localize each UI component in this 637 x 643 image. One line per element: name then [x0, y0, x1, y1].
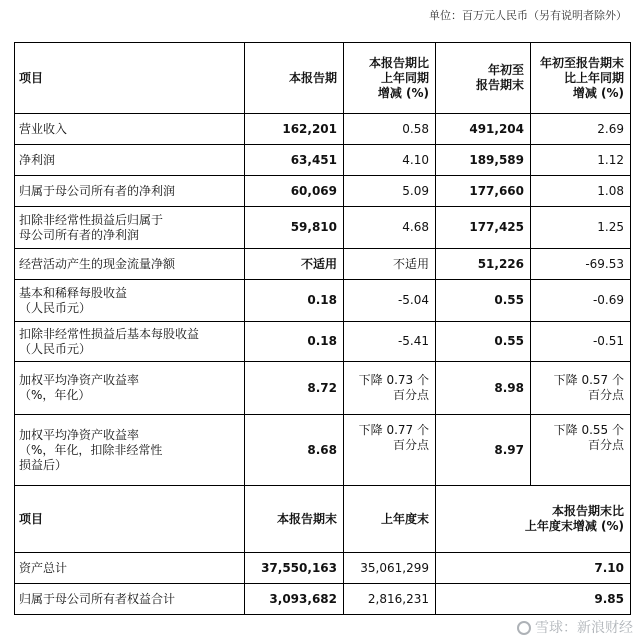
- row-ytd: 0.55: [436, 322, 531, 362]
- unit-note: 单位：百万元人民币（另有说明者除外）: [429, 9, 627, 22]
- balance-header-prev-year-end: 上年度末: [344, 486, 436, 553]
- row-ytd-yoy: 2.69: [531, 114, 631, 145]
- table-row: [15, 280, 631, 322]
- row-current: 60,069: [245, 176, 344, 207]
- row-ytd: 177,660: [436, 176, 531, 207]
- row-yoy: 不适用: [344, 249, 436, 280]
- row-item: 归属于母公司所有者的净利润: [15, 176, 245, 207]
- row-yoy: -5.41: [344, 322, 436, 362]
- row-ytd-yoy: 1.12: [531, 145, 631, 176]
- table-row: [15, 249, 631, 280]
- row-item: 扣除非经常性损益后基本每股收益 （人民币元）: [15, 322, 245, 362]
- table-row: [15, 145, 631, 176]
- row-ytd-yoy: 1.25: [531, 207, 631, 249]
- row-item: 净利润: [15, 145, 245, 176]
- row-yoy: 下降 0.77 个 百分点: [344, 415, 436, 486]
- row-ytd: 0.55: [436, 280, 531, 322]
- row-current: 不适用: [245, 249, 344, 280]
- row-yoy: 0.58: [344, 114, 436, 145]
- row-yoy: 5.09: [344, 176, 436, 207]
- watermark: [517, 617, 633, 637]
- row-item: 经营活动产生的现金流量净额: [15, 249, 245, 280]
- row-ytd-yoy: 下降 0.57 个 百分点: [531, 362, 631, 415]
- row-yoy: 4.68: [344, 207, 436, 249]
- balance-item: 归属于母公司所有者权益合计: [15, 584, 245, 615]
- row-ytd: 189,589: [436, 145, 531, 176]
- table-row: [15, 584, 631, 615]
- row-item: 营业收入: [15, 114, 245, 145]
- balance-header-row: [15, 486, 631, 553]
- balance-header-period-end: 本报告期末: [245, 486, 344, 553]
- row-item: 扣除非经常性损益后归属于 母公司所有者的净利润: [15, 207, 245, 249]
- balance-item: 资产总计: [15, 553, 245, 584]
- table-row: [15, 362, 631, 415]
- balance-header-change: 本报告期末比 上年度末增减 (%): [436, 486, 631, 553]
- balance-period-end: 3,093,682: [245, 584, 344, 615]
- row-ytd-yoy: -69.53: [531, 249, 631, 280]
- row-ytd-yoy: 1.08: [531, 176, 631, 207]
- row-current: 63,451: [245, 145, 344, 176]
- row-item: 基本和稀释每股收益 （人民币元）: [15, 280, 245, 322]
- row-ytd: 8.98: [436, 362, 531, 415]
- row-item: 加权平均净资产收益率 （%，年化，扣除非经常性 损益后）: [15, 415, 245, 486]
- row-current: 8.72: [245, 362, 344, 415]
- row-current: 0.18: [245, 322, 344, 362]
- header-ytd-yoy: 年初至报告期末 比上年同期 增减 (%): [531, 43, 631, 114]
- snowball-logo-icon: [517, 621, 531, 635]
- row-current: 8.68: [245, 415, 344, 486]
- row-ytd-yoy: -0.51: [531, 322, 631, 362]
- table-row: [15, 553, 631, 584]
- header-yoy: 本报告期比 上年同期 增减 (%): [344, 43, 436, 114]
- watermark-text: 雪球：新浪财经: [535, 620, 633, 636]
- table-row: [15, 207, 631, 249]
- table-row: [15, 176, 631, 207]
- row-current: 162,201: [245, 114, 344, 145]
- table-row: [15, 322, 631, 362]
- balance-header-item: 项目: [15, 486, 245, 553]
- balance-change: 7.10: [436, 553, 631, 584]
- row-ytd: 8.97: [436, 415, 531, 486]
- financial-table: [14, 42, 631, 615]
- table-row: [15, 114, 631, 145]
- row-current: 0.18: [245, 280, 344, 322]
- row-yoy: 下降 0.73 个 百分点: [344, 362, 436, 415]
- table-row: [15, 415, 631, 486]
- balance-period-end: 37,550,163: [245, 553, 344, 584]
- balance-prev-year-end: 2,816,231: [344, 584, 436, 615]
- row-yoy: 4.10: [344, 145, 436, 176]
- row-ytd-yoy: 下降 0.55 个 百分点: [531, 415, 631, 486]
- row-ytd: 491,204: [436, 114, 531, 145]
- header-current: 本报告期: [245, 43, 344, 114]
- row-ytd: 177,425: [436, 207, 531, 249]
- balance-prev-year-end: 35,061,299: [344, 553, 436, 584]
- row-item: 加权平均净资产收益率 （%，年化）: [15, 362, 245, 415]
- balance-change: 9.85: [436, 584, 631, 615]
- table-header-row: [15, 43, 631, 114]
- row-ytd: 51,226: [436, 249, 531, 280]
- row-ytd-yoy: -0.69: [531, 280, 631, 322]
- row-yoy: -5.04: [344, 280, 436, 322]
- row-current: 59,810: [245, 207, 344, 249]
- header-item: 项目: [15, 43, 245, 114]
- header-ytd: 年初至 报告期末: [436, 43, 531, 114]
